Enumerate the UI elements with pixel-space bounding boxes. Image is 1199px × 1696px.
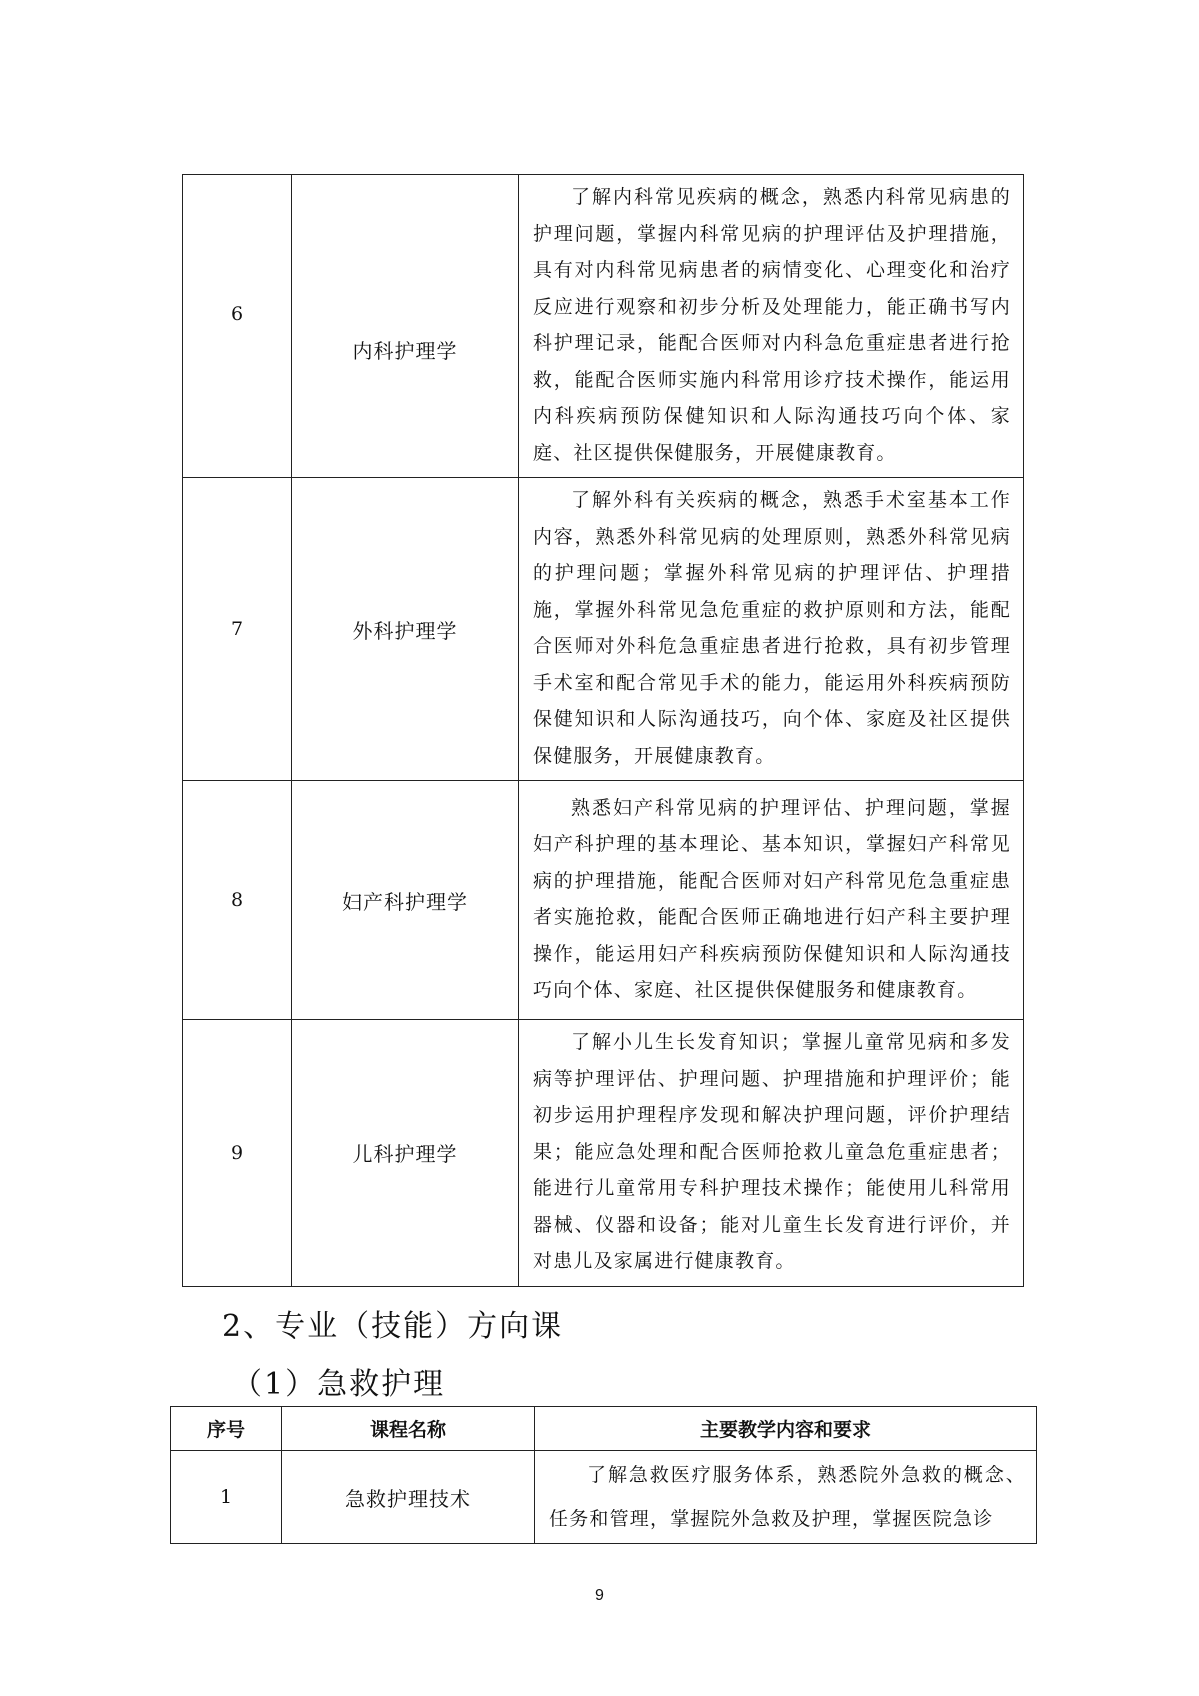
header-serial-number: 序号 [171,1407,282,1451]
emergency-nursing-table [170,1406,1037,1544]
subsection-heading: （1）急救护理 [232,1367,446,1402]
table-header-row [171,1407,1037,1451]
row-number: 8 [183,781,292,1020]
course-table-continued [182,174,1024,1287]
row-number: 9 [183,1020,292,1287]
course-name: 急救护理技术 [282,1451,535,1544]
course-name: 儿科护理学 [292,1020,519,1287]
table-row [183,175,1024,478]
course-description: 了解外科有关疾病的概念，熟悉手术室基本工作内容，熟悉外科常见病的处理原则，熟悉外科常见病的护理问题；掌握外科常见病的护理评估、护理措施，掌握外科常见急危重症的救护原则和方法，能配合医师对外科危急重症患者进行抢救，具有初步管理手术室和配合常见手术的能力，能运用外科疾病预防保健知识和人际沟通技巧，向个体、家庭及社区提供保健服务，开展健康教育。 [519,478,1024,781]
header-content-requirements: 主要教学内容和要求 [535,1407,1037,1451]
course-description: 了解小儿生长发育知识；掌握儿童常见病和多发病等护理评估、护理问题、护理措施和护理评价；能初步运用护理程序发现和解决护理问题，评价护理结果；能应急处理和配合医师抢救儿童急危重症患者；能进行儿童常用专科护理技术操作；能使用儿科常用器械、仪器和设备；能对儿童生长发育进行评价，并对患儿及家属进行健康教育。 [519,1020,1024,1287]
table-row [183,1020,1024,1287]
section-heading: 2、专业（技能）方向课 [222,1309,564,1344]
course-name: 妇产科护理学 [292,781,519,1020]
table-row [183,781,1024,1020]
course-description: 了解内科常见疾病的概念，熟悉内科常见病患的护理问题，掌握内科常见病的护理评估及护理措施，具有对内科常见病患者的病情变化、心理变化和治疗反应进行观察和初步分析及处理能力，能正确书写内科护理记录，能配合医师对内科急危重症患者进行抢救，能配合医师实施内科常用诊疗技术操作，能运用内科疾病预防保健知识和人际沟通技巧向个体、家庭、社区提供保健服务，开展健康教育。 [519,175,1024,478]
row-number: 6 [183,175,292,478]
page-number: 9 [595,1587,604,1604]
course-description: 了解急救医疗服务体系，熟悉院外急救的概念、任务和管理，掌握院外急救及护理，掌握医院急诊 [535,1451,1037,1544]
table-row [171,1451,1037,1544]
course-name: 内科护理学 [292,175,519,478]
row-number: 7 [183,478,292,781]
table-row [183,478,1024,781]
course-description: 熟悉妇产科常见病的护理评估、护理问题，掌握妇产科护理的基本理论、基本知识，掌握妇产科常见病的护理措施，能配合医师对妇产科常见危急重症患者实施抢救，能配合医师正确地进行妇产科主要护理操作，能运用妇产科疾病预防保健知识和人际沟通技巧向个体、家庭、社区提供保健服务和健康教育。 [519,781,1024,1020]
course-name: 外科护理学 [292,478,519,781]
row-number: 1 [171,1451,282,1544]
header-course-name: 课程名称 [282,1407,535,1451]
